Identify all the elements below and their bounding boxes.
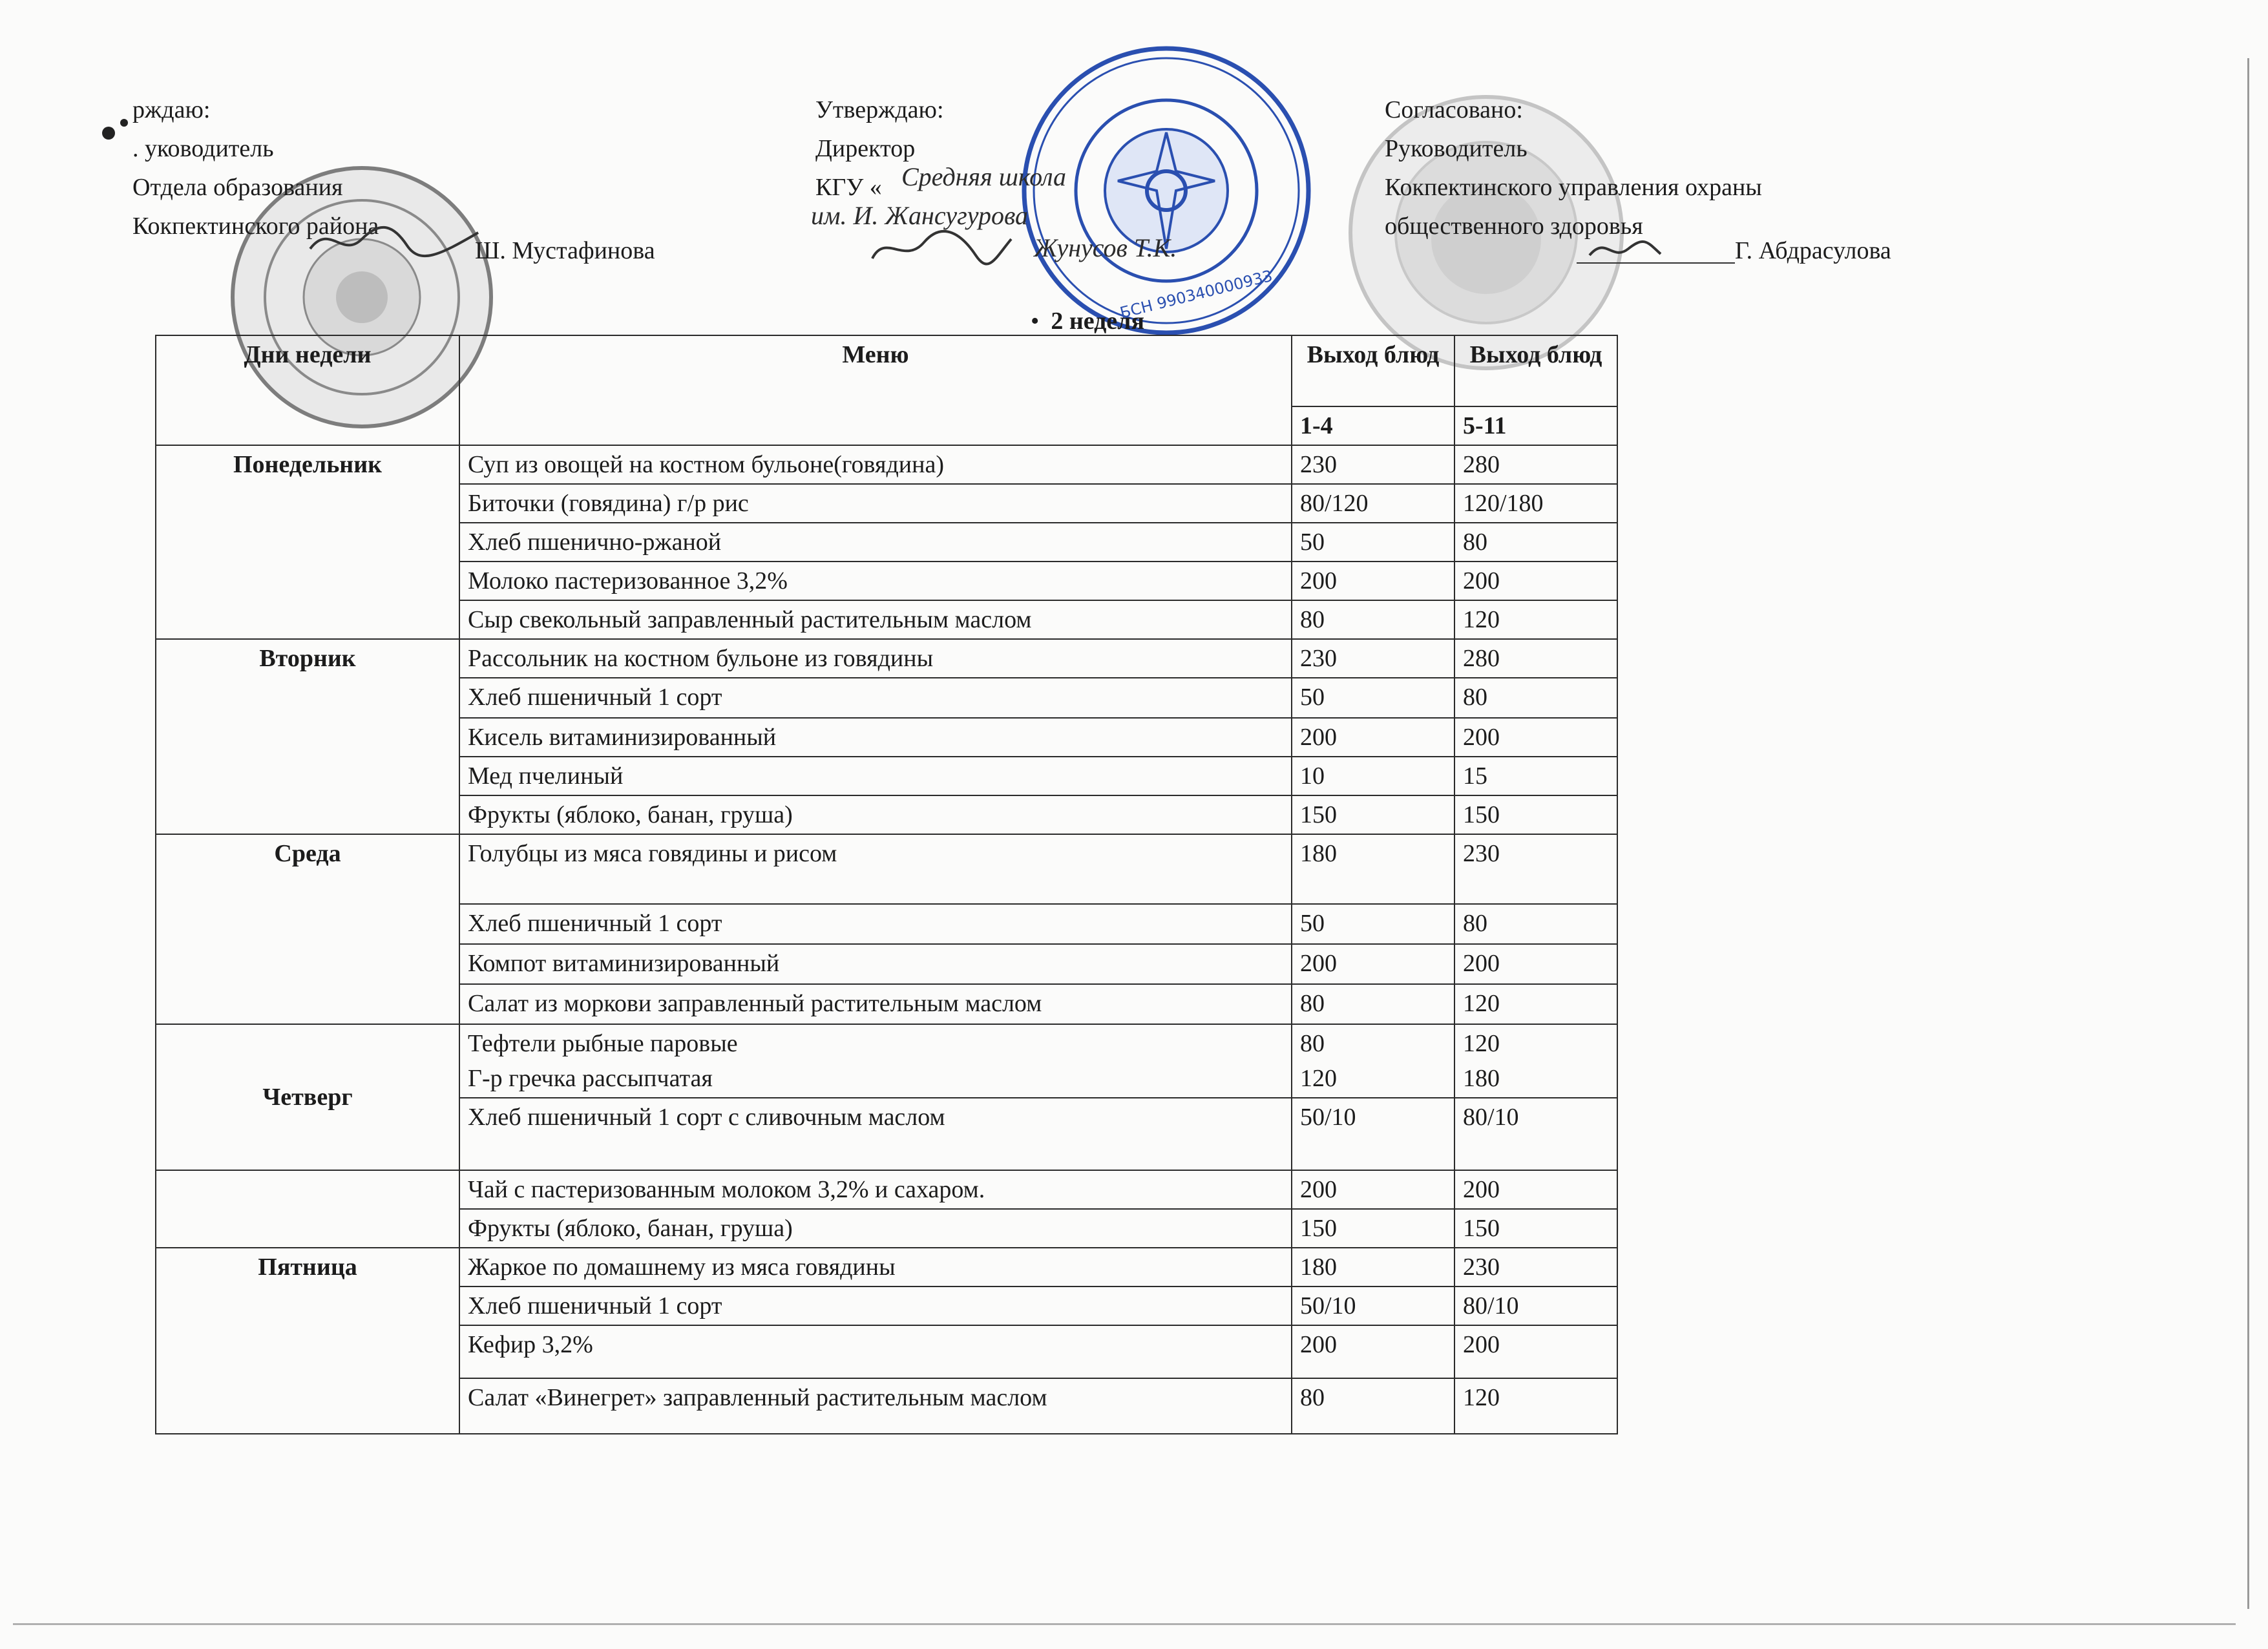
scan-dot-mark bbox=[120, 119, 128, 127]
scan-dot-mark bbox=[102, 127, 115, 140]
portion-5-11: 200 bbox=[1454, 944, 1617, 984]
header-output-1: Выход блюд bbox=[1292, 335, 1454, 406]
dish-cell: Рассольник на костном бульоне из говядины bbox=[459, 639, 1292, 678]
portion-1-4: 80/120 bbox=[1292, 484, 1454, 523]
portion-1-4: 80 bbox=[1292, 600, 1454, 639]
left-signer-name: Ш. Мустафинова bbox=[475, 237, 655, 264]
dish-cell: Компот витаминизированный bbox=[459, 944, 1292, 984]
portion-5-11: 200 bbox=[1454, 562, 1617, 600]
header-days: Дни недели bbox=[156, 335, 459, 445]
dish-cell: Хлеб пшенично-ржаной bbox=[459, 523, 1292, 562]
portion-5-11: 230 bbox=[1454, 834, 1617, 904]
scan-edge-bottom bbox=[13, 1623, 2236, 1625]
middle-organization: КГУ « bbox=[815, 174, 882, 201]
day-tuesday: Вторник bbox=[156, 639, 459, 834]
portion-5-11: 280 bbox=[1454, 445, 1617, 484]
portion-1-4: 50 bbox=[1292, 904, 1454, 944]
middle-handwriting-name: им. И. Жансугурова bbox=[811, 201, 1029, 230]
portion-1-4: 200 bbox=[1292, 944, 1454, 984]
dish-cell: Фрукты (яблоко, банан, груша) bbox=[459, 795, 1292, 834]
portion-1-4: 80 bbox=[1292, 1378, 1454, 1434]
svg-text:БСН 990340000933: БСН 990340000933 bbox=[1118, 266, 1275, 322]
dish-cell: Голубцы из мяса говядины и рисом bbox=[459, 834, 1292, 904]
portion-5-11: 120 180 bbox=[1454, 1024, 1617, 1098]
portion-1-4: 200 bbox=[1292, 718, 1454, 757]
dish-cell: Чай с пастеризованным молоком 3,2% и сахаром. bbox=[459, 1170, 1292, 1209]
portion-1-4: 50/10 bbox=[1292, 1098, 1454, 1170]
table-row bbox=[156, 1170, 1617, 1209]
portion-1-4: 230 bbox=[1292, 445, 1454, 484]
dish-cell: Хлеб пшеничный 1 сорт с сливочным маслом bbox=[459, 1098, 1292, 1170]
dish-cell: Жаркое по домашнему из мяса говядины bbox=[459, 1248, 1292, 1287]
portion-5-11: 200 bbox=[1454, 1325, 1617, 1378]
portion-1-4: 200 bbox=[1292, 1325, 1454, 1378]
dish-cell: Сыр свекольный заправленный растительным маслом bbox=[459, 600, 1292, 639]
dish-cell: Кефир 3,2% bbox=[459, 1325, 1292, 1378]
portion-5-11: 80 bbox=[1454, 678, 1617, 718]
header-output-2: Выход блюд bbox=[1454, 335, 1617, 406]
header-grade-1-4: 1-4 bbox=[1292, 406, 1454, 445]
week-title bbox=[1031, 307, 1144, 335]
table-row bbox=[156, 1024, 1617, 1098]
dish-cell: Фрукты (яблоко, банан, груша) bbox=[459, 1209, 1292, 1248]
portion-5-11: 120/180 bbox=[1454, 484, 1617, 523]
right-department-2: общественного здоровья bbox=[1385, 213, 1643, 240]
dish-cell: Суп из овощей на костном бульоне(говядина) bbox=[459, 445, 1292, 484]
right-signer-name: Г. Абдрасулова bbox=[1735, 237, 1891, 264]
portion-1-4: 230 bbox=[1292, 639, 1454, 678]
portion-5-11: 80 bbox=[1454, 904, 1617, 944]
portion-5-11: 15 bbox=[1454, 757, 1617, 795]
day-friday: Пятница bbox=[156, 1248, 459, 1434]
portion-1-4: 80 120 bbox=[1292, 1024, 1454, 1098]
portion-5-11: 200 bbox=[1454, 1170, 1617, 1209]
portion-1-4: 200 bbox=[1292, 1170, 1454, 1209]
left-district: Кокпектинского района bbox=[132, 213, 379, 240]
dish-cell: Тефтели рыбные паровые Г-р гречка рассыпчатая bbox=[459, 1024, 1292, 1098]
portion-5-11: 80/10 bbox=[1454, 1098, 1617, 1170]
portion-5-11: 120 bbox=[1454, 984, 1617, 1024]
header-grade-5-11: 5-11 bbox=[1454, 406, 1617, 445]
middle-approve-label: Утверждаю: bbox=[815, 96, 944, 123]
dish-cell: Хлеб пшеничный 1 сорт bbox=[459, 678, 1292, 718]
portion-5-11: 200 bbox=[1454, 718, 1617, 757]
header-right-approval bbox=[1385, 90, 1762, 246]
portion-5-11: 120 bbox=[1454, 1378, 1617, 1434]
day-thursday-continued bbox=[156, 1170, 459, 1248]
portion-1-4: 150 bbox=[1292, 795, 1454, 834]
portion-1-4: 50/10 bbox=[1292, 1287, 1454, 1325]
header-menu: Меню bbox=[459, 335, 1292, 445]
portion-5-11: 230 bbox=[1454, 1248, 1617, 1287]
left-approve-label: рждаю: bbox=[132, 96, 211, 123]
middle-position: Директор bbox=[815, 135, 916, 162]
portion-1-4: 80 bbox=[1292, 984, 1454, 1024]
dish-cell: Молоко пастеризованное 3,2% bbox=[459, 562, 1292, 600]
table-row bbox=[156, 1248, 1617, 1287]
scan-edge-right bbox=[2247, 58, 2249, 1609]
right-department: Кокпектинского управления охраны bbox=[1385, 174, 1762, 201]
week-title-text: 2 неделя bbox=[1051, 308, 1145, 335]
middle-handwritten-name: Жунусов Т.К. bbox=[1034, 233, 1177, 262]
portion-5-11: 80/10 bbox=[1454, 1287, 1617, 1325]
dish-cell: Салат из моркови заправленный растительным маслом bbox=[459, 984, 1292, 1024]
portion-1-4: 50 bbox=[1292, 523, 1454, 562]
left-department: Отдела образования bbox=[132, 174, 343, 201]
dish-cell: Мед пчелиный bbox=[459, 757, 1292, 795]
portion-5-11: 280 bbox=[1454, 639, 1617, 678]
bullet-icon: • bbox=[1031, 308, 1040, 335]
dish-cell: Салат «Винегрет» заправленный растительным маслом bbox=[459, 1378, 1292, 1434]
portion-1-4: 180 bbox=[1292, 1248, 1454, 1287]
portion-1-4: 50 bbox=[1292, 678, 1454, 718]
portion-5-11: 150 bbox=[1454, 1209, 1617, 1248]
right-position: Руководитель bbox=[1385, 135, 1528, 162]
portion-1-4: 200 bbox=[1292, 562, 1454, 600]
left-position: . уководитель bbox=[132, 135, 274, 162]
portion-5-11: 150 bbox=[1454, 795, 1617, 834]
day-wednesday: Среда bbox=[156, 834, 459, 1024]
portion-5-11: 80 bbox=[1454, 523, 1617, 562]
table-header-row bbox=[156, 335, 1617, 406]
portion-1-4: 180 bbox=[1292, 834, 1454, 904]
portion-1-4: 150 bbox=[1292, 1209, 1454, 1248]
menu-table bbox=[155, 335, 1618, 1434]
day-thursday: Четверг bbox=[156, 1024, 459, 1170]
middle-signature bbox=[866, 226, 1014, 271]
table-row bbox=[156, 445, 1617, 484]
day-monday: Понедельник bbox=[156, 445, 459, 639]
table-row bbox=[156, 834, 1617, 904]
dish-cell: Хлеб пшеничный 1 сорт bbox=[459, 1287, 1292, 1325]
right-signature bbox=[1577, 229, 1738, 268]
left-signature bbox=[304, 220, 485, 265]
portion-1-4: 10 bbox=[1292, 757, 1454, 795]
dish-cell: Хлеб пшеничный 1 сорт bbox=[459, 904, 1292, 944]
dish-cell: Кисель витаминизированный bbox=[459, 718, 1292, 757]
table-row bbox=[156, 639, 1617, 678]
dish-cell: Биточки (говядина) г/р рис bbox=[459, 484, 1292, 523]
right-agree-label: Согласовано: bbox=[1385, 96, 1523, 123]
middle-handwriting-school: Средняя школа bbox=[901, 162, 1067, 191]
portion-5-11: 120 bbox=[1454, 600, 1617, 639]
